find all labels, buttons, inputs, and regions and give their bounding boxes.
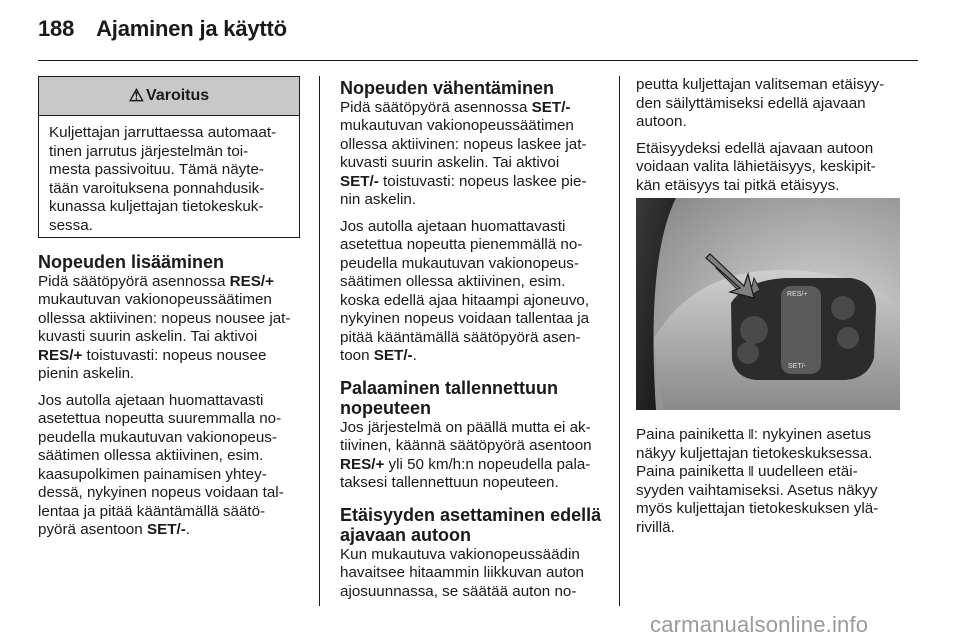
warning-title: Varoitus <box>146 87 210 104</box>
column-3 <box>636 76 906 203</box>
paragraph: Etäisyydeksi edellä ajavaan autoon voidaan valita lähietäisyys, keskipit- kän etäisyys tai pitkä etäisyys. <box>636 139 876 194</box>
warning-box <box>38 76 300 238</box>
following-distance-icon: ⫴ <box>748 464 754 479</box>
paragraph: Jos järjestelmä on päällä mutta ei ak- tiivinen, käännä säätöpyörä asentoon RES/+ yli 50 km/h:n nopeudella pala- taksesi tallennettuun nopeuteen. <box>340 418 592 491</box>
thumbwheel <box>781 286 821 374</box>
paragraph: peutta kuljettajan valitseman etäisyy- den säilyttämiseksi edellä ajavaan autoon. <box>636 76 885 130</box>
column-separator <box>319 76 320 606</box>
warning-line: Kuljettajan jarruttaessa automaat- <box>49 124 277 141</box>
paragraph: Jos autolla ajetaan huomattavasti asetettua nopeutta pienemmällä no- peudella mukautuvan vakionopeus- säätimen ollessa aktiivinen, esim. koska edellä ajaa hitaampi ajoneuvo, nykyinen nopeus voidaan tallentaa ja pitää kääntämällä säätöpyörä asen- toon SET/-. <box>340 217 590 364</box>
column-2 <box>340 78 615 609</box>
warning-text <box>39 116 299 235</box>
column-1 <box>38 252 308 548</box>
heading-speed-decrease: Nopeuden vähentäminen <box>340 78 555 98</box>
header-rule <box>38 60 918 61</box>
page-header <box>38 16 287 42</box>
page-title: Ajaminen ja käyttö <box>96 16 287 41</box>
cancel-button <box>737 342 759 364</box>
paragraph: Paina painiketta ⫴: nykyinen asetus näkyy kuljettajan tietokeskuksessa. Paina painiketta ⫴ uudelleen etäi- syyden vaihtamiseksi. Asetus näkyy myös kuljettajan tietokeskuksen ylä- rivillä. <box>636 426 879 536</box>
column-3-bottom <box>636 426 906 545</box>
on-off-button <box>831 296 855 320</box>
steering-wheel-photo <box>636 198 900 410</box>
distance-button <box>740 316 768 344</box>
watermark: carmanualsonline.info <box>650 612 869 637</box>
heading-return-to-saved-speed: Palaaminen tallennettuun nopeuteen <box>340 377 559 418</box>
paragraph: Pidä säätöpyörä asennossa RES/+ mukautuvan vakionopeussäätimen ollessa aktiivinen: nopeus nousee jat- kuvasti suurin askelin. Tai aktivoi RES/+ toistuvasti: nopeus nousee pienin askelin. <box>38 272 291 382</box>
warning-line: tään varoituksena ponnahdusik- <box>49 179 265 197</box>
following-distance-icon: ⫴ <box>748 427 754 442</box>
warning-header <box>39 77 299 116</box>
warning-line: kunassa kuljettajan tietokeskuk- <box>49 198 264 215</box>
limiter-button <box>837 327 859 349</box>
warning-line: sessa. <box>49 216 93 234</box>
heading-speed-increase: Nopeuden lisääminen <box>38 252 225 272</box>
page-number: 188 <box>38 16 75 41</box>
heading-set-distance: Etäisyyden asettaminen edellä ajavaan autoon <box>340 504 602 545</box>
warning-line: tinen jarrutus järjestelmän toi- <box>49 142 249 160</box>
column-separator <box>619 76 620 606</box>
paragraph: Kun mukautuva vakionopeussäädin havaitsee hitaammin liikkuvan auton ajosuunnassa, se säätää auton no- <box>340 545 584 600</box>
warning-line: mesta passivoituu. Tämä näyte- <box>49 161 264 178</box>
paragraph: Pidä säätöpyörä asennossa SET/- mukautuvan vakionopeussäätimen ollessa aktiivinen: nopeus laskee jat- kuvasti suurin askelin. Tai aktivoi SET/- toistuvasti: nopeus laskee pie- nin askelin. <box>340 98 587 208</box>
set-label: SET/- <box>788 363 806 370</box>
warning-triangle-icon: ⚠ <box>128 86 145 105</box>
res-label: RES/+ <box>787 291 808 298</box>
paragraph: Jos autolla ajetaan huomattavasti asetettua nopeutta suuremmalla no- peudella mukautuvan vakionopeus- säätimen ollessa aktiivinen, esim. kaasupolkimen painamisen yhtey- dessä, nykyinen nopeus voidaan tal- lentaa ja pitää kääntämällä säätö- pyörä asentoon SET/-. <box>38 391 284 538</box>
